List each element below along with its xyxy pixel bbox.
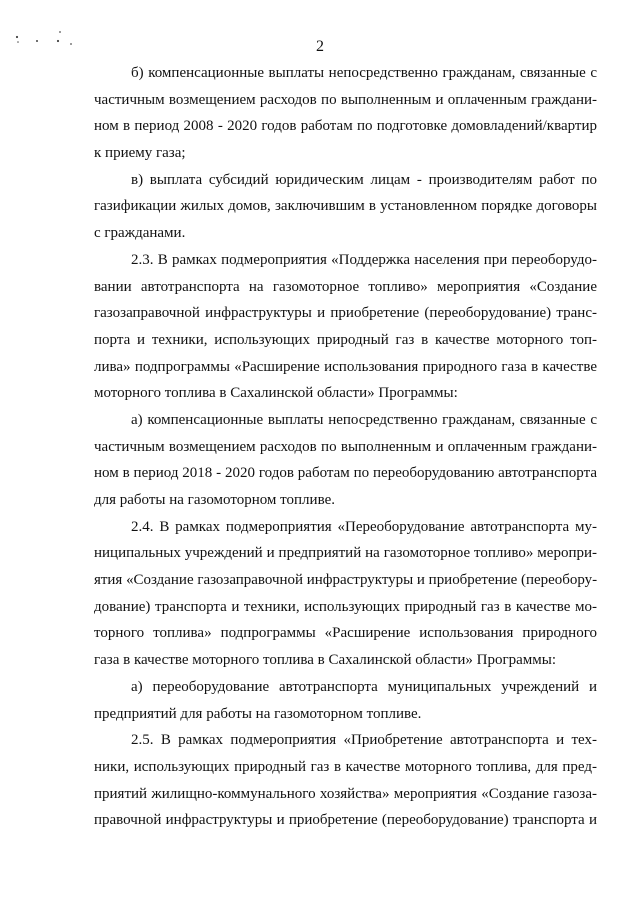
text-line: б) компенсационные выплаты непосредственно гражданам, связанные с bbox=[131, 65, 597, 81]
text-line: для работы на газомоторном топливе. bbox=[94, 492, 335, 508]
text-line: лива» подпрограммы «Расширение использования природного газа в качестве bbox=[94, 358, 597, 375]
text-line: 2.3. В рамках подмероприятия «Поддержка населения при переоборудо- bbox=[131, 251, 597, 268]
text-line: торного топлива» подпрограммы «Расширение использования природного bbox=[94, 625, 597, 642]
paragraph bbox=[94, 407, 597, 514]
text-line: газификации жилых домов, заключившим в установленном порядке договоры bbox=[94, 198, 597, 215]
text-line: к приему газа; bbox=[94, 145, 186, 162]
text-line: 2.5. В рамках подмероприятия «Приобретение автотранспорта и тех- bbox=[131, 732, 597, 749]
text-line: ники, использующих природный газ в качестве моторного топлива, для пред- bbox=[94, 758, 597, 775]
text-line: газа в качестве моторного топлива в Сахалинской области» Программы: bbox=[94, 652, 557, 669]
paragraph bbox=[94, 514, 597, 674]
text-line: а) переоборудование автотранспорта муниципальных учреждений и bbox=[131, 678, 597, 695]
text-line: вании автотранспорта на газомоторное топливо» мероприятия «Создание bbox=[94, 278, 597, 295]
text-line: а) компенсационные выплаты непосредственно гражданам, связанные с bbox=[131, 411, 597, 428]
text-line: правочной инфраструктуры и приобретение (переоборудование) транспорта и bbox=[94, 812, 597, 829]
page-number: 2 bbox=[316, 38, 324, 55]
text-line: дование) транспорта и техники, использующих природный газ в качестве мо- bbox=[94, 598, 597, 615]
paragraph bbox=[94, 167, 597, 247]
paragraph bbox=[94, 60, 597, 167]
text-line: с гражданами. bbox=[94, 225, 186, 242]
paragraph bbox=[94, 727, 597, 834]
text-line: предприятий для работы на газомоторном топливе. bbox=[94, 705, 422, 722]
text-line: частичным возмещением расходов по выполненным и оплаченным граждани- bbox=[94, 438, 597, 455]
text-line: частичным возмещением расходов по выполненным и оплаченным граждани- bbox=[94, 91, 597, 108]
text-line: в) выплата субсидий юридическим лицам - производителям работ по bbox=[131, 171, 597, 188]
text-line: порта и техники, использующих природный газ в качестве моторного топ- bbox=[94, 331, 597, 348]
document-body bbox=[94, 60, 597, 834]
text-line: моторного топлива в Сахалинской области» Программы: bbox=[94, 385, 458, 402]
text-line: ном в период 2008 - 2020 годов работам по подготовке домовладений/квартир bbox=[94, 118, 597, 135]
text-line: 2.4. В рамках подмероприятия «Переоборудование автотранспорта му- bbox=[131, 518, 597, 535]
text-line: газозаправочной инфраструктуры и приобретение (переоборудование) транс- bbox=[94, 305, 597, 322]
paragraph bbox=[94, 674, 597, 727]
text-line: ниципальных учреждений и предприятий на газомоторное топливо» меропри- bbox=[94, 545, 597, 562]
text-line: ятия «Создание газозаправочной инфраструктуры и приобретение (переобору- bbox=[94, 572, 598, 589]
text-line: приятий жилищно-коммунального хозяйства» мероприятия «Создание газоза- bbox=[94, 785, 597, 802]
text-line: ном в период 2018 - 2020 годов работам по переоборудованию автотранспорта bbox=[94, 465, 597, 482]
paragraph bbox=[94, 247, 597, 407]
